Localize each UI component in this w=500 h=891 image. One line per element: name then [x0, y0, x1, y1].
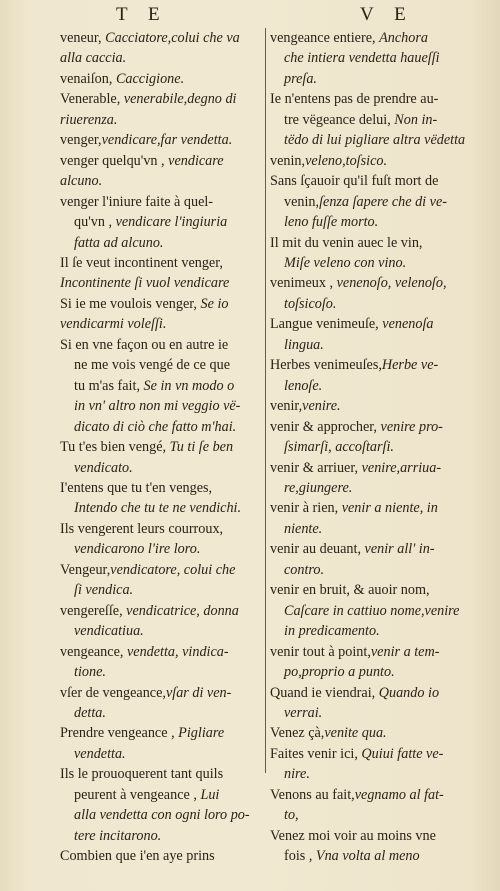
italian-text: vendicare,far vendetta.: [101, 132, 233, 149]
french-text: venger,: [60, 132, 102, 149]
entry-line: [270, 376, 470, 396]
dictionary-entry: [270, 89, 470, 150]
entry-line: [270, 396, 470, 416]
french-text: Herbes venimeuſes,: [270, 357, 382, 374]
entry-line: [270, 683, 470, 703]
entry-line: [270, 130, 470, 150]
entry-line: [60, 233, 260, 253]
entry-line: [60, 69, 260, 89]
dictionary-entry: [60, 192, 260, 253]
french-text: vengeance,: [60, 643, 127, 660]
italian-text: tëdo di lui pigliare altra vëdetta: [284, 132, 466, 149]
dictionary-entry: [60, 642, 260, 683]
italian-text: in vn' altro non mi veggio vë-: [74, 398, 241, 415]
italian-text: contro.: [284, 561, 325, 578]
entry-line: [60, 744, 260, 764]
dictionary-entry: [270, 498, 470, 539]
french-text: venger quelqu'vn ,: [60, 152, 169, 169]
italian-text: Se io: [200, 295, 229, 312]
entry-line: [270, 723, 470, 743]
italian-text: vendicatore, colui che: [110, 561, 236, 578]
entry-line: [270, 478, 470, 498]
entry-line: [270, 314, 470, 334]
italian-text: venire.: [302, 398, 341, 415]
entry-line: [60, 498, 260, 518]
french-text: venger l'iniure faite à quel-: [60, 193, 214, 210]
french-text: Prendre vengeance ,: [60, 725, 179, 742]
entry-line: [60, 826, 260, 846]
italian-text: vendicato.: [74, 459, 133, 476]
entry-line: [60, 192, 260, 212]
italian-text: alla vendetta con ogni loro po-: [74, 807, 250, 824]
french-text: qu'vn ,: [74, 214, 116, 231]
italian-text: venir a niente, in: [341, 500, 438, 517]
italian-text: venenoſo, velenoſo,: [336, 275, 447, 292]
entry-line: [270, 335, 470, 355]
dictionary-entry: [270, 539, 470, 580]
french-text: venin,: [270, 152, 306, 169]
italian-text: Caccigione.: [115, 70, 185, 87]
dictionary-entry: [60, 335, 260, 437]
french-text: venir,: [270, 398, 303, 415]
french-text: Sans ſçauoir qu'il fuſt mort de: [270, 173, 439, 190]
italian-text: lenoſe.: [284, 377, 323, 394]
dictionary-entry: [60, 519, 260, 560]
french-text: peurent à vengeance ,: [74, 786, 201, 803]
entry-line: [270, 437, 470, 457]
entry-line: [270, 744, 470, 764]
entry-line: [60, 662, 260, 682]
entry-line: [60, 273, 260, 293]
dictionary-entry: [270, 683, 470, 724]
entry-line: [270, 69, 470, 89]
entry-line: [60, 621, 260, 641]
entry-line: [270, 846, 470, 866]
italian-text: venire pro-: [380, 418, 443, 435]
dictionary-entry: [60, 478, 260, 519]
italian-text: venire,arriua-: [361, 459, 442, 476]
dictionary-entry: [270, 273, 470, 314]
entry-line: [60, 601, 260, 621]
dictionary-entry: [60, 601, 260, 642]
entry-line: [60, 376, 260, 396]
entry-line: [270, 355, 470, 375]
italian-text: veleno,toſsico.: [305, 152, 388, 169]
italian-text: Vna volta al meno: [315, 848, 420, 865]
dictionary-entry: [270, 396, 470, 416]
french-text: Tu t'es bien vengé,: [60, 439, 170, 456]
french-text: Ils vengerent leurs courroux,: [60, 520, 224, 537]
entry-line: [270, 764, 470, 784]
entry-line: [270, 580, 470, 600]
dictionary-entry: [60, 151, 260, 192]
entry-line: [60, 335, 260, 355]
right-column: [270, 28, 470, 867]
entry-line: [270, 826, 470, 846]
french-text: Ie n'entens pas de prendre au-: [270, 91, 439, 108]
dictionary-entry: [270, 744, 470, 785]
french-text: venaiſon,: [60, 70, 116, 87]
entry-line: [60, 519, 260, 539]
italian-text: ſenza ſapere che di ve-: [319, 193, 447, 210]
entry-line: [60, 539, 260, 559]
french-text: tu m'as fait,: [74, 377, 144, 394]
french-text: Combien que i'en aye prins: [60, 848, 215, 865]
italian-text: venenoſa: [382, 316, 434, 333]
italian-text: dicato di ciò che fatto m'hai.: [74, 418, 237, 435]
dictionary-entry: [270, 723, 470, 743]
entry-line: [270, 703, 470, 723]
dictionary-entry: [60, 723, 260, 764]
italian-text: che intiera vendetta haueſſi: [284, 50, 440, 67]
french-text: venir & arriuer,: [270, 459, 362, 476]
dictionary-entry: [60, 683, 260, 724]
entry-line: [60, 478, 260, 498]
entry-line: [270, 253, 470, 273]
italian-text: Herbe ve-: [381, 357, 439, 374]
entry-line: [270, 498, 470, 518]
entry-line: [60, 48, 260, 68]
header-left: T E: [116, 4, 168, 25]
french-text: venin,: [284, 193, 320, 210]
entry-line: [270, 417, 470, 437]
italian-text: venir all' in-: [364, 541, 435, 558]
header-right: V E: [360, 4, 414, 25]
french-text: Il mit du venin auec le vin,: [270, 234, 423, 251]
entry-line: [270, 273, 470, 293]
french-text: vengereſſe,: [60, 602, 127, 619]
italian-text: vendicarono l'ire loro.: [74, 541, 201, 558]
french-text: Si en vne façon ou en autre ie: [60, 336, 229, 353]
entry-line: [60, 355, 260, 375]
entry-line: [60, 805, 260, 825]
french-text: fois ,: [284, 848, 316, 865]
dictionary-entry: [60, 253, 260, 294]
italian-text: vendetta.: [74, 745, 126, 762]
italian-text: vendicatiua.: [74, 623, 144, 640]
entry-line: [60, 437, 260, 457]
entry-line: [270, 560, 470, 580]
dictionary-entry: [60, 437, 260, 478]
italian-text: venite qua.: [324, 725, 387, 742]
entry-line: [270, 458, 470, 478]
entry-line: [270, 48, 470, 68]
italian-text: Anchora: [379, 30, 428, 46]
dictionary-entry: [270, 642, 470, 683]
italian-text: vendicarmi voleſſi.: [60, 316, 167, 333]
italian-text: ſsimarſi, accoſtarſi.: [284, 439, 394, 456]
dictionary-entry: [60, 294, 260, 335]
entry-line: [270, 212, 470, 232]
italian-text: alla caccia.: [60, 50, 127, 67]
italian-text: tione.: [74, 664, 106, 681]
italian-text: vendetta, vindica-: [126, 643, 229, 660]
entry-line: [60, 846, 260, 866]
italian-text: fatta ad alcuno.: [74, 234, 164, 251]
dictionary-entry: [270, 826, 470, 867]
entry-line: [60, 130, 260, 150]
entry-line: [270, 621, 470, 641]
italian-text: Pigliare: [178, 725, 225, 742]
entry-line: [60, 314, 260, 334]
french-text: venir & approcher,: [270, 418, 381, 435]
italian-text: Se in vn modo o: [143, 377, 235, 394]
entry-line: [60, 253, 260, 273]
french-text: Si ie me voulois venger,: [60, 295, 201, 312]
entry-line: [60, 764, 260, 784]
italian-text: Lui: [200, 786, 220, 803]
italian-text: vendicare: [168, 152, 224, 169]
entry-line: [270, 539, 470, 559]
italian-text: alcuno.: [60, 173, 103, 190]
italian-text: lingua.: [284, 336, 324, 353]
french-text: Langue venimeuſe,: [270, 316, 383, 333]
entry-line: [60, 151, 260, 171]
dictionary-entry: [270, 417, 470, 458]
french-text: I'entens que tu t'en venges,: [60, 479, 213, 496]
italian-text: Caſcare in cattiuo nome,venire: [284, 602, 460, 619]
entry-line: [60, 785, 260, 805]
entry-line: [60, 89, 260, 109]
entry-line: [270, 233, 470, 253]
entry-line: [60, 642, 260, 662]
dictionary-entry: [60, 130, 260, 150]
italian-text: leno fuſſe morto.: [284, 214, 379, 231]
entry-line: [60, 110, 260, 130]
entry-line: [270, 89, 470, 109]
italian-text: Miſe veleno con vino.: [284, 254, 407, 271]
entry-line: [270, 28, 470, 48]
italian-text: Intendo che tu te ne vendichi.: [74, 500, 242, 517]
french-text: veneur,: [60, 30, 106, 46]
entry-line: [60, 580, 260, 600]
entry-line: [270, 110, 470, 130]
french-text: venimeux ,: [270, 275, 337, 292]
dictionary-entry: [270, 580, 470, 641]
entry-line: [60, 417, 260, 437]
entry-line: [270, 294, 470, 314]
italian-text: verrai.: [284, 704, 323, 721]
running-header: [0, 4, 500, 28]
entry-line: [60, 703, 260, 723]
italian-text: Incontinente ſi vuol vendicare: [60, 275, 230, 292]
french-text: Quand ie viendrai,: [270, 684, 379, 701]
entry-line: [270, 519, 470, 539]
dictionary-entry: [60, 89, 260, 130]
dictionary-entry: [270, 28, 470, 89]
entry-line: [270, 601, 470, 621]
french-text: Ils le prouoquerent tant quils: [60, 766, 224, 783]
italian-text: preſa.: [284, 70, 317, 87]
entry-line: [60, 723, 260, 743]
italian-text: riuerenza.: [60, 111, 118, 128]
italian-text: niente.: [284, 520, 323, 537]
italian-text: ſi vendica.: [74, 582, 134, 599]
entry-line: [60, 212, 260, 232]
italian-text: Cacciatore,colui che va: [105, 30, 240, 46]
italian-text: to,: [284, 807, 299, 824]
dictionary-entry: [270, 355, 470, 396]
italian-text: toſsicoſo.: [284, 295, 337, 312]
italian-text: venerabile,degno di: [123, 91, 237, 108]
italian-text: vendicare l'ingiuria: [115, 214, 228, 231]
french-text: venir en bruit, & auoir nom,: [270, 582, 430, 599]
entry-line: [60, 294, 260, 314]
entry-line: [270, 151, 470, 171]
entry-line: [270, 642, 470, 662]
french-text: Il ſe veut incontinent venger,: [60, 254, 223, 271]
dictionary-entry: [60, 28, 260, 69]
dictionary-entry: [270, 171, 470, 232]
entry-line: [60, 458, 260, 478]
entry-line: [270, 662, 470, 682]
dictionary-entry: [270, 785, 470, 826]
dictionary-entry: [270, 314, 470, 355]
french-text: vengeance entiere,: [270, 30, 380, 46]
italian-text: vendicatrice, donna: [126, 602, 239, 619]
french-text: venir à rien,: [270, 500, 342, 517]
french-text: Faites venir ici,: [270, 745, 362, 762]
french-text: ne me vois vengé de ce que: [74, 357, 231, 374]
entry-line: [60, 171, 260, 191]
italian-text: Quando io: [378, 684, 440, 701]
french-text: Vengeur,: [60, 561, 111, 578]
entry-line: [60, 28, 260, 48]
dictionary-entry: [60, 560, 260, 601]
italian-text: vſar di ven-: [165, 684, 232, 701]
column-divider: [265, 28, 266, 773]
french-text: Venons au fait,: [270, 786, 355, 803]
italian-text: vegnamo al fat-: [354, 786, 444, 803]
entry-line: [270, 785, 470, 805]
french-text: Venerable,: [60, 91, 124, 108]
entry-line: [270, 171, 470, 191]
italian-text: Non in-: [394, 111, 438, 128]
french-text: vſer de vengeance,: [60, 684, 166, 701]
entry-line: [270, 805, 470, 825]
dictionary-entry: [60, 764, 260, 846]
italian-text: Quiui fatte ve-: [361, 745, 444, 762]
italian-text: po,proprio a punto.: [284, 664, 395, 681]
italian-text: nire.: [284, 766, 310, 783]
left-column: [60, 28, 260, 867]
italian-text: in predicamento.: [284, 623, 380, 640]
dictionary-entry: [60, 846, 260, 866]
italian-text: re,giungere.: [284, 479, 353, 496]
entry-line: [60, 560, 260, 580]
entry-line: [60, 396, 260, 416]
french-text: Venez çà,: [270, 725, 325, 742]
italian-text: tere incitarono.: [74, 827, 162, 844]
entry-line: [60, 683, 260, 703]
french-text: venir au deuant,: [270, 541, 365, 558]
dictionary-entry: [270, 458, 470, 499]
italian-text: venir a tem-: [370, 643, 440, 660]
italian-text: Tu ti ſe ben: [169, 439, 234, 456]
french-text: tre vëgeance delui,: [284, 111, 395, 128]
dictionary-entry: [60, 69, 260, 89]
italian-text: detta.: [74, 704, 106, 721]
dictionary-entry: [270, 233, 470, 274]
dictionary-entry: [270, 151, 470, 171]
french-text: venir tout à point,: [270, 643, 371, 660]
entry-line: [270, 192, 470, 212]
french-text: Venez moi voir au moins vne: [270, 827, 436, 844]
